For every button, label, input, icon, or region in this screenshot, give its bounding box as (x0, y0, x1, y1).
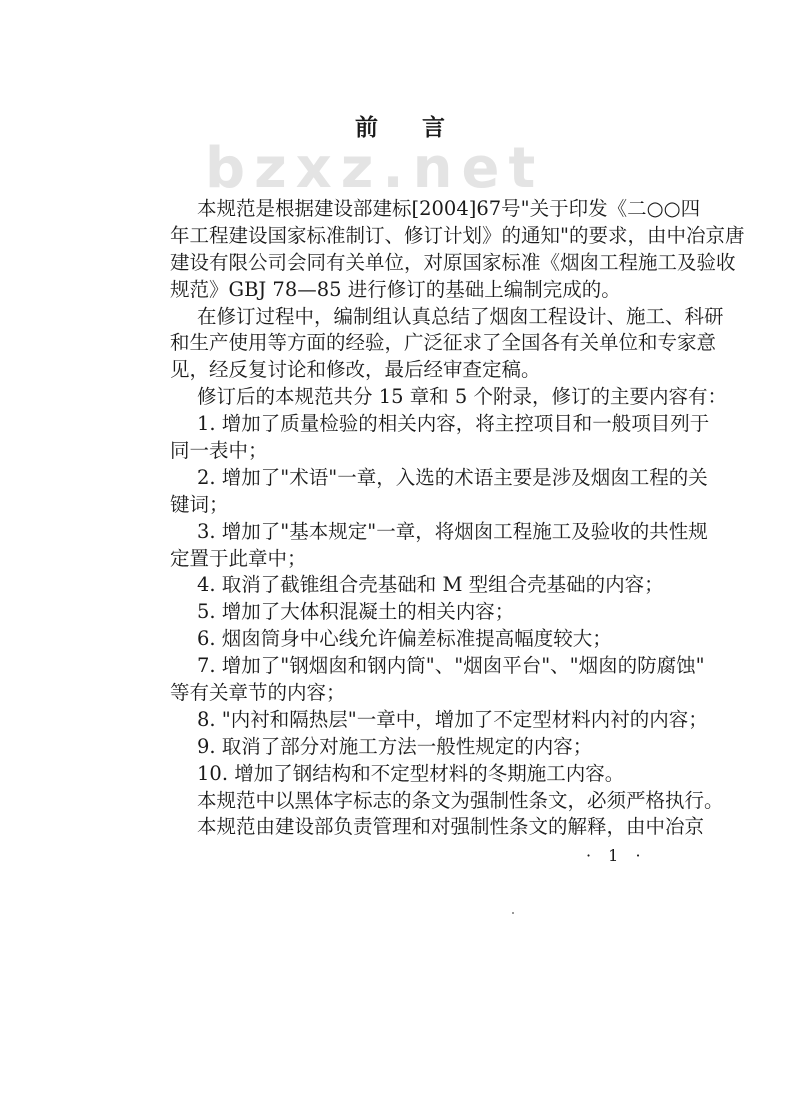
text-line: 本规范中以黑体字标志的条文为强制性条文，必须严格执行。 (197, 788, 724, 812)
text-line: 9. 取消了部分对施工方法一般性规定的内容； (197, 734, 593, 758)
text-line: 3. 增加了"基本规定"一章，将烟囱工程施工及验收的共性规 (197, 519, 708, 543)
text-line: 本规范是根据建设部建标[2004]67号"关于印发《二○○四 (197, 197, 701, 220)
text-line: 10. 增加了钢结构和不定型材料的冬期施工内容。 (197, 761, 625, 785)
scan-speck (512, 912, 514, 914)
text-line: 5. 增加了大体积混凝土的相关内容； (197, 600, 515, 624)
text-line: 修订后的本规范共分 15 章和 5 个附录，修订的主要内容有： (197, 385, 728, 409)
page-title: 前言 (355, 115, 489, 141)
text-line: 6. 烟囱筒身中心线允许偏差标准提高幅度较大； (197, 627, 612, 651)
text-line: 定置于此章中； (170, 546, 307, 570)
text-line: 年工程建设国家标准制订、修订计划》的通知"的要求，由中冶京唐 (170, 223, 745, 247)
text-line: 见，经反复讨论和修改，最后经审查定稿。 (170, 358, 541, 382)
text-line: 在修订过程中，编制组认真总结了烟囱工程设计、施工、科研 (197, 304, 724, 328)
text-line: 等有关章节的内容； (170, 681, 346, 705)
document-body (170, 196, 745, 841)
text-line: 1. 增加了质量检验的相关内容，将主控项目和一般项目列于 (197, 412, 710, 436)
text-line: 2. 增加了"术语"一章，入选的术语主要是涉及烟囱工程的关 (197, 465, 708, 489)
text-line: 规范》GBJ 78—85 进行修订的基础上编制完成的。 (170, 277, 621, 301)
text-line: 和生产使用等方面的经验，广泛征求了全国各有关单位和专家意 (170, 331, 717, 355)
text-line: 键词； (170, 492, 229, 516)
text-line: 8. "内衬和隔热层"一章中，增加了不定型材料内衬的内容； (197, 707, 708, 731)
text-line: 本规范由建设部负责管理和对强制性条文的解释，由中冶京 (197, 815, 705, 839)
text-line: 7. 增加了"钢烟囱和钢内筒"、"烟囱平台"、"烟囱的防腐蚀" (197, 654, 705, 678)
text-line: 建设有限公司会同有关单位，对原国家标准《烟囱工程施工及验收 (170, 250, 736, 274)
page-number: · 1 · (586, 846, 647, 865)
text-line: 4. 取消了截锥组合壳基础和 M 型组合壳基础的内容； (197, 573, 664, 597)
text-line: 同一表中； (170, 439, 268, 463)
watermark: bzxz.net (205, 136, 545, 201)
